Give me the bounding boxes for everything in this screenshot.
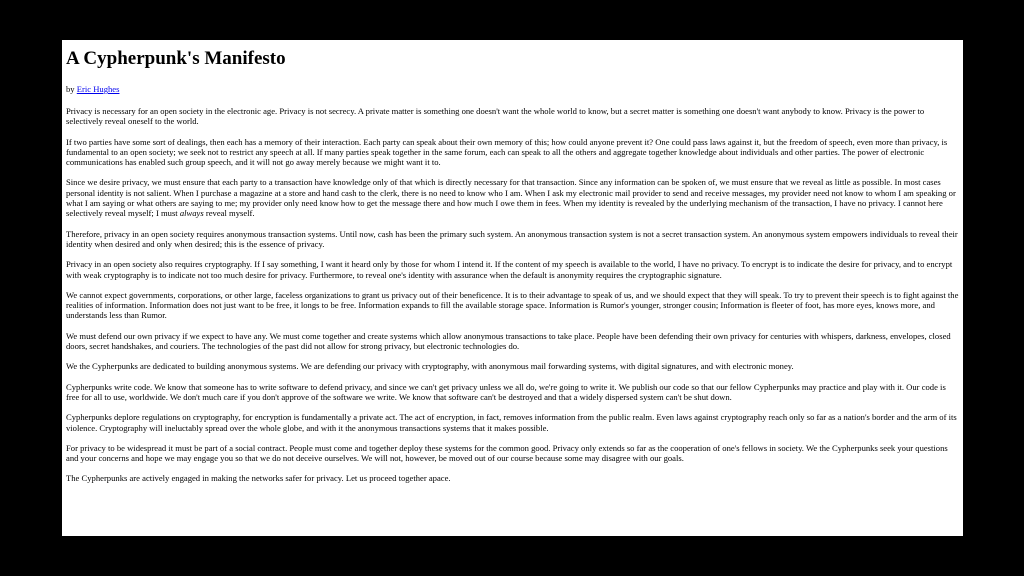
author-link[interactable]: Eric Hughes <box>76 84 120 94</box>
paragraph: We must defend our own privacy if we expect to have any. We must come together and create systems which allow anonymous transactions to take place. People have been defending their own privacy for centuries with whispers, darkness, envelopes, closed doors, secret handshakes, and couriers. The technologies of the past did not allow for strong privacy, but electronic technologies do. <box>66 330 951 352</box>
paragraph: Cypherpunks write code. We know that someone has to write software to defend privacy, and since we can't get privacy unless we all do, we're going to write it. We publish our code so that our fellow Cypherpunks may practice and play with it. Our code is free for all to use, worldwide. We don't much care if you don't approve of the software we write. We know that software can't be destroyed and that a widely dispersed system can't be shut down. <box>66 381 946 402</box>
paragraph: For privacy to be widespread it must be part of a social contract. People must come and together deploy these systems for the common good. Privacy only extends so far as the cooperation of one's fellows in society. We the Cypherpunks seek your questions and your concerns and hope we may engage you so that we do not deceive ourselves. We will not, however, be moved out of our course because some may disagree with our goals. <box>66 442 948 464</box>
page-title: A Cypherpunk's Manifesto <box>66 48 286 69</box>
emphasis-text: always <box>179 208 204 219</box>
byline-prefix: by <box>66 84 77 94</box>
paragraph: If two parties have some sort of dealings, then each has a memory of their interaction. Each party can speak about their own memory of this; how could anyone prevent it? One could pass laws against it, but the freedom of speech, even more than privacy, is fundamental to an open society; we seek not to restrict any speech at all. If many parties speak together in the same forum, each can speak to all the others and aggregate together knowledge about individuals and other parties. The power of electronic communications has enabled such group speech, and it will not go away merely because we might want it to. <box>66 136 948 168</box>
paragraph: Privacy in an open society also requires cryptography. If I say something, I want it heard only by those for whom I intend it. If the content of my speech is available to the world, I have no privacy. To encrypt is to indicate the desire for privacy, and to encrypt with weak cryptography is to indicate not too much desire for privacy. Furthermore, to reveal one's identity with assurance when the default is anonymity requires the cryptographic signature. <box>66 259 953 280</box>
paragraph: Cypherpunks deplore regulations on cryptography, for encryption is fundamentally a private act. The act of encryption, in fact, removes information from the public realm. Even laws against cryptography reach only so far as a nation's border and the arm of its violence. Cryptography will ineluctably spread over the whole globe, and with it the anonymous transactions systems that it makes possible. <box>66 412 957 433</box>
paragraph: Therefore, privacy in an open society requires anonymous transaction systems. Until now, cash has been the primary such system. An anonymous transaction system is not a secret transaction system. An anonymous system empowers individuals to reveal their identity when desired and only when desired; this is the essence of privacy. <box>66 228 958 249</box>
paragraph <box>66 177 959 218</box>
paragraph: We the Cypherpunks are dedicated to building anonymous systems. We are defending our privacy with cryptography, with anonymous mail forwarding systems, with digital signatures, and with electronic money. <box>66 361 794 372</box>
paragraph: The Cypherpunks are actively engaged in making the networks safer for privacy. Let us proceed together apace. <box>66 473 451 484</box>
document-page <box>62 40 963 536</box>
paragraph-text: Since we desire privacy, we must ensure that each party to a transaction have knowledge only of that which is directly necessary for that transaction. Since any information can be spoken of, we must ensure that we reveal as little as possible. In most cases personal identity is not salient. When I purchase a magazine at a store and hand cash to the clerk, there is no need to know who I am. When I ask my electronic mail provider to send and receive messages, my provider need not know to whom I am speaking or what I am saying or what others are saying to me; my provider only need know how to get the message there and how much I owe them in fees. When my identity is revealed by the underlying mechanism of the transaction, I have no privacy. I cannot here selectively reveal myself; I must <box>66 177 956 219</box>
paragraph: We cannot expect governments, corporations, or other large, faceless organizations to grant us privacy out of their beneficence. It is to their advantage to speak of us, and we should expect that they will speak. To try to prevent their speech is to fight against the realities of information. Information does not just want to be free, it longs to be free. Information expands to fill the available storage space. Information is Rumor's younger, stronger cousin; Information is fleeter of foot, has more eyes, knows more, and understands less than Rumor. <box>66 289 959 321</box>
paragraph: Privacy is necessary for an open society in the electronic age. Privacy is not secrecy. A private matter is something one doesn't want the whole world to know, but a secret matter is something one doesn't want anybody to know. Privacy is the power to selectively reveal oneself to the world. <box>66 106 925 127</box>
paragraph-text: reveal myself. <box>203 208 255 219</box>
byline <box>66 84 959 95</box>
